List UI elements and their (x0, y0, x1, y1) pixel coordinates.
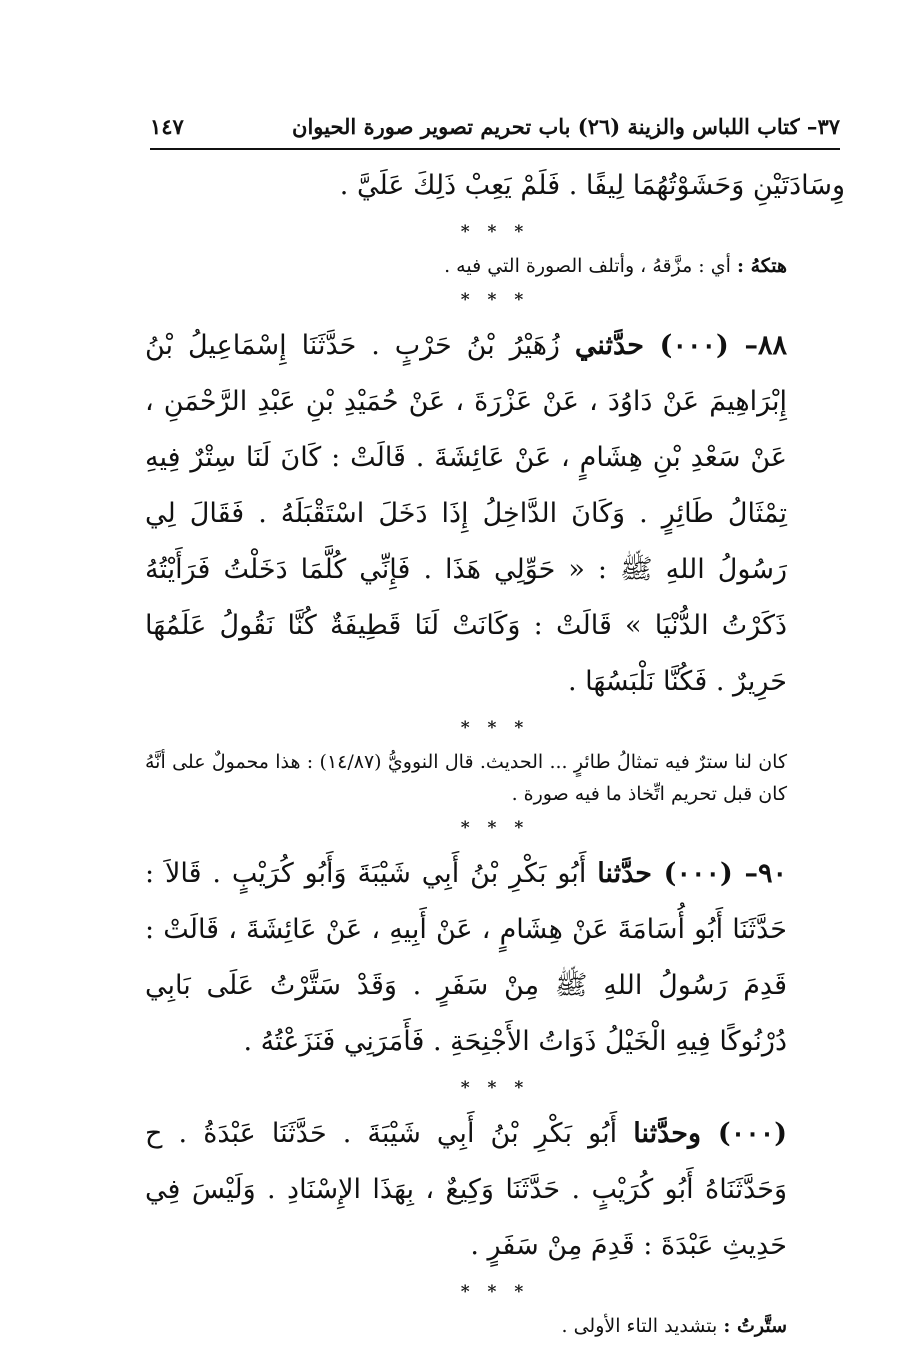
note-term: ستَّرتُ : (723, 1315, 787, 1337)
commentary-note (145, 746, 845, 810)
hadith-text: زُهَيْرُ بْنُ حَرْبٍ . حَدَّثَنَا إِسْمَاعِيلُ بْنُ إِبْرَاهِيمَ عَنْ دَاوُدَ ، عَنْ عَزْرَةَ ، عَنْ حُمَيْدِ بْنِ عَبْدِ الرَّحْمَنِ ، عَنْ سَعْدِ بْنِ هِشَامٍ ، عَنْ عَائِشَةَ . قَالَتْ : كَانَ لَنَا سِتْرٌ فِيهِ تِمْثَالُ طَائِرٍ . وَكَانَ الدَّاخِلُ إِذَا دَخَلَ اسْتَقْبَلَهُ . فَقَالَ لِي رَسُولُ اللهِ ﷺ : « حَوِّلِي هَذَا . فَإِنِّي كُلَّمَا دَخَلْتُ فَرَأَيْتُهُ ذَكَرْتُ الدُّنْيَا » قَالَتْ : وَكَانَتْ لَنَا قَطِيفَةٌ كُنَّا نَقُولُ عَلَمُهَا حَرِيرٌ . فَكُنَّا نَلْبَسُهَا . (145, 330, 787, 697)
note-text: بتشديد التاء الأولى . (561, 1315, 724, 1337)
note-term: هتكهُ : (736, 255, 787, 277)
header-title: ٣٧– كتاب اللباس والزينة (٢٦) باب تحريم تصوير صورة الحيوان (292, 113, 840, 139)
section-separator: * * * (460, 290, 530, 310)
running-header (150, 104, 840, 150)
section-separator: * * * (460, 818, 530, 838)
note-text: كان لنا سترٌ فيه تمثالُ طائرٍ ... الحديث. قال النوويُّ (١٤/٨٧) : هذا محمولٌ على أنَّهُ كان قبل تحريم اتِّخاذ ما فيه صورة . (145, 751, 788, 805)
section-separator: * * * (460, 1078, 530, 1098)
section-separator: * * * (460, 1282, 530, 1302)
hadith-text: أَبُو بَكْرِ بْنُ أَبِي شَيْبَةَ وَأَبُو كُرَيْبٍ . قَالاَ : حَدَّثَنَا أَبُو أُسَامَةَ عَنْ هِشَامٍ ، عَنْ أَبِيهِ ، عَنْ عَائِشَةَ ، قَالَتْ : قَدِمَ رَسُولُ اللهِ ﷺ مِنْ سَفَرٍ . وَقَدْ سَتَّرْتُ عَلَى بَابِي دُرْنُوكًا فِيهِ الْخَيْلُ ذَوَاتُ الأَجْنِحَةِ . فَأَمَرَنِي فَنَزَعْتُهُ . (145, 858, 787, 1057)
hadith-90 (145, 846, 845, 1070)
page-number: ١٤٧ (150, 113, 184, 139)
commentary-note (145, 1310, 845, 1342)
page-body (145, 158, 845, 1342)
hadith-90-variant (145, 1106, 845, 1274)
hadith-number: (٠٠٠) وحدَّثنا (633, 1118, 788, 1149)
section-separator: * * * (460, 222, 530, 242)
hadith-number: ٨٨– (٠٠٠) حدَّثني (574, 330, 787, 361)
hadith-continuation (145, 158, 845, 214)
hadith-number: ٩٠– (٠٠٠) حدَّثنا (597, 858, 787, 889)
hadith-88 (145, 318, 845, 710)
hadith-text: أَبُو بَكْرِ بْنُ أَبِي شَيْبَةَ . حَدَّثَنَا عَبْدَةُ . ح وَحَدَّثَنَاهُ أَبُو كُرَيْبٍ . حَدَّثَنَا وَكِيعٌ ، بِهَذَا الإِسْنَادِ . وَلَيْسَ فِي حَدِيثِ عَبْدَةَ : قَدِمَ مِنْ سَفَرٍ . (145, 1118, 787, 1261)
commentary-note (145, 250, 845, 282)
note-text: أي : مزَّقهُ ، وأتلف الصورة التي فيه . (444, 255, 737, 277)
hadith-text: وِسَادَتَيْنِ وَحَشَوْتُهُمَا لِيفًا . فَلَمْ يَعِبْ ذَلِكَ عَلَيَّ . (339, 170, 845, 201)
section-separator: * * * (460, 718, 530, 738)
